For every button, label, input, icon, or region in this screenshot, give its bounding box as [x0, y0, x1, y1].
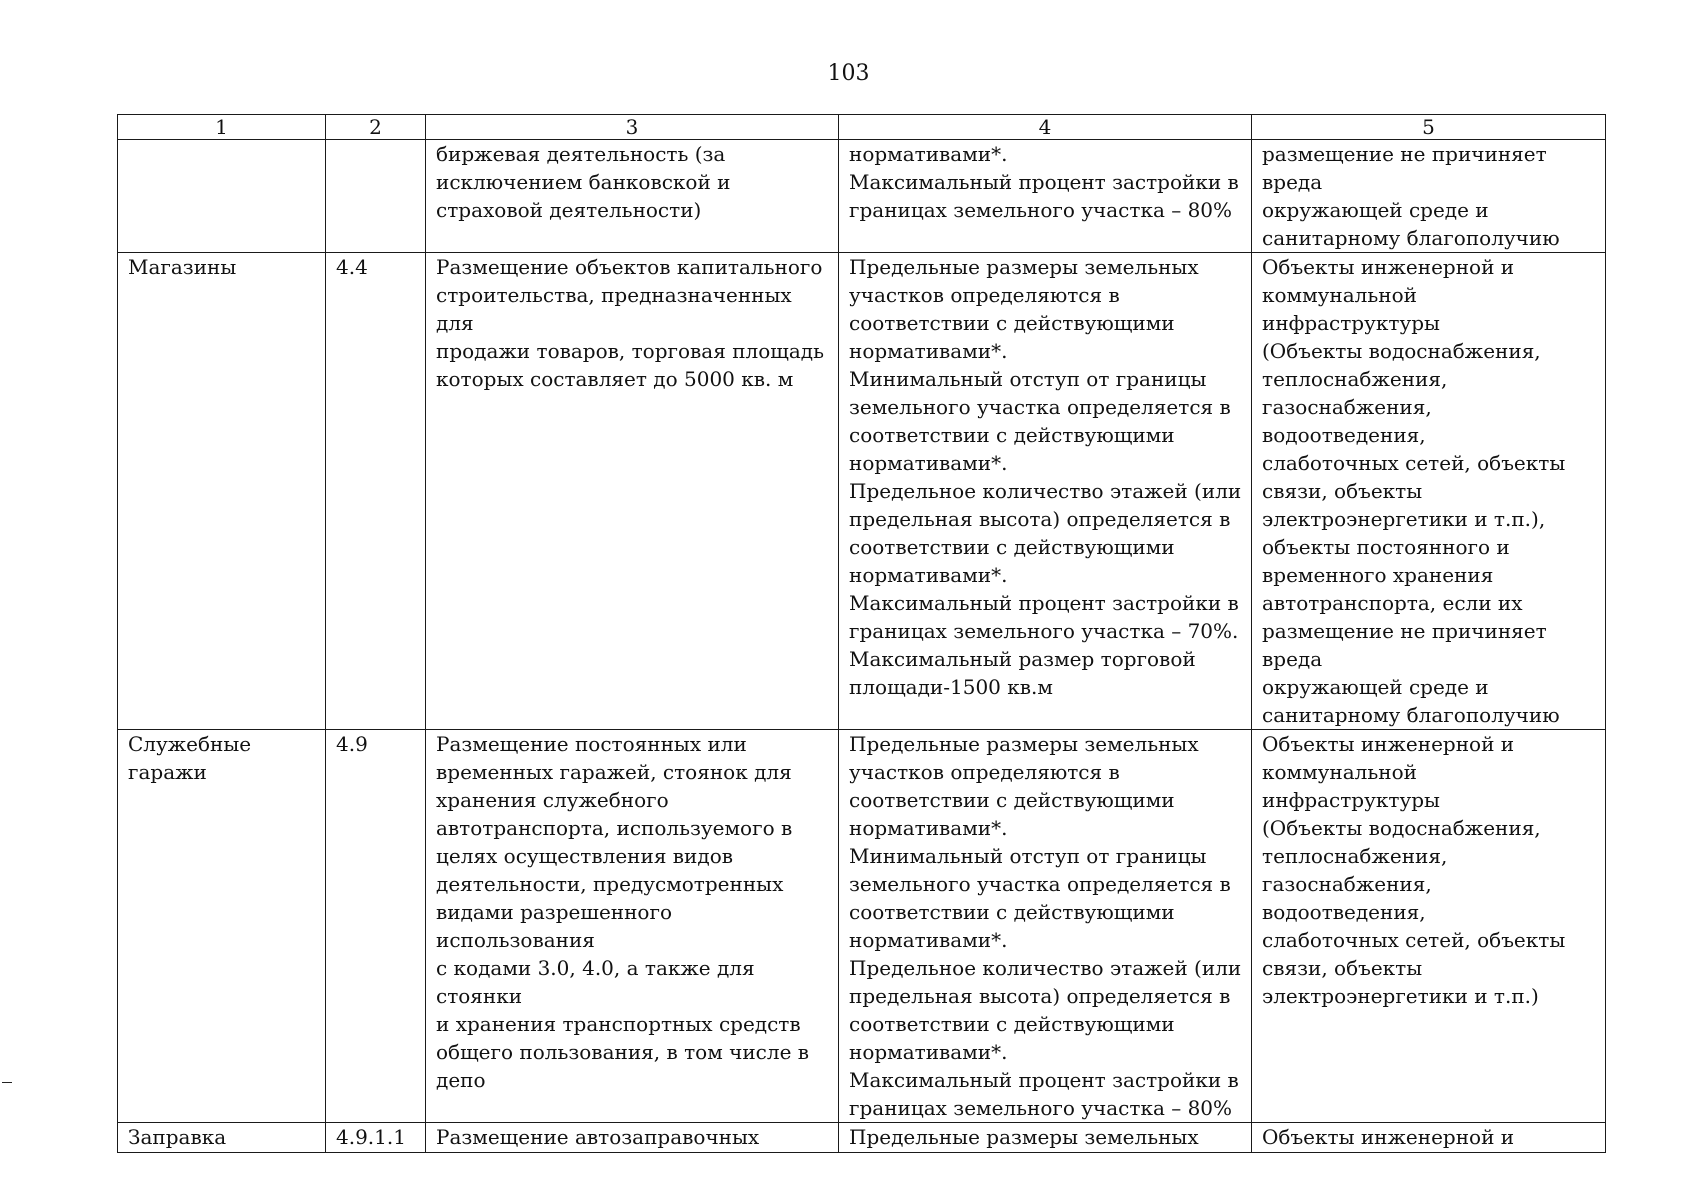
use-auxiliary: Объекты инженерной и	[1262, 1125, 1515, 1149]
use-auxiliary: размещение не причиняет вреда окружающей среде и санитарному благополучию	[1262, 142, 1560, 250]
use-description: Размещение автозаправочных	[436, 1125, 760, 1149]
use-code-cell	[326, 140, 426, 253]
use-name-cell	[118, 140, 326, 253]
description-cell	[426, 253, 839, 730]
page-number: 103	[827, 61, 870, 86]
margin-mark	[2, 1082, 12, 1083]
use-auxiliary: Объекты инженерной и коммунальной инфраструктуры (Объекты водоснабжения, теплоснабжения, газоснабжения, водоотведения, слаботочных сетей, объекты связи, объекты электроэнергетики и т.п.), объекты постоянного и временного хранения автотранспорта, если их размещение не причиняет вреда окружающей среде и санитарному благополучию	[1262, 255, 1566, 727]
zoning-table	[117, 114, 1606, 1153]
column-header: 4	[839, 115, 1252, 140]
parameters-cell	[839, 1123, 1252, 1153]
use-parameters: нормативами*. Максимальный процент застройки в границах земельного участка – 80%	[849, 142, 1239, 222]
use-code: 4.4	[336, 255, 368, 279]
column-header: 2	[326, 115, 426, 140]
use-parameters: Предельные размеры земельных участков определяются в соответствии с действующими нормативами*. Минимальный отступ от границы земельного участка определяется в соответствии с действующими нормативами*. Предельное количество этажей (или предельная высота) определяется в соответствии с действующими нормативами*. Максимальный процент застройки в границах земельного участка – 70%. Максимальный размер торговой площади-1500 кв.м	[849, 255, 1242, 699]
use-code: 4.9	[336, 732, 368, 756]
parameters-cell	[839, 253, 1252, 730]
description-cell	[426, 730, 839, 1123]
auxiliary-cell	[1252, 1123, 1606, 1153]
use-code-cell	[326, 1123, 426, 1153]
use-name: Служебные гаражи	[128, 732, 252, 784]
table-header-row	[118, 115, 1606, 140]
description-cell	[426, 140, 839, 253]
use-auxiliary: Объекты инженерной и коммунальной инфраструктуры (Объекты водоснабжения, теплоснабжения, газоснабжения, водоотведения, слаботочных сетей, объекты связи, объекты электроэнергетики и т.п.)	[1262, 732, 1566, 1008]
auxiliary-cell	[1252, 730, 1606, 1123]
description-cell	[426, 1123, 839, 1153]
use-description: Размещение объектов капитального строительства, предназначенных для продажи товаров, торговая площадь которых составляет до 5000 кв. м	[436, 255, 824, 391]
use-name-cell	[118, 1123, 326, 1153]
use-name-cell	[118, 730, 326, 1123]
use-name: Магазины	[128, 255, 237, 279]
use-description: Размещение постоянных или временных гаражей, стоянок для хранения служебного автотранспорта, используемого в целях осуществления видов деятельности, предусмотренных видами разрешенного использования с кодами 3.0, 4.0, а также для стоянки и хранения транспортных средств общего пользования, в том числе в депо	[436, 732, 810, 1092]
use-code-cell	[326, 253, 426, 730]
table-row	[118, 140, 1606, 253]
use-parameters: Предельные размеры земельных	[849, 1125, 1199, 1149]
auxiliary-cell	[1252, 253, 1606, 730]
parameters-cell	[839, 140, 1252, 253]
use-code-cell	[326, 730, 426, 1123]
table-row	[118, 730, 1606, 1123]
column-header: 3	[426, 115, 839, 140]
parameters-cell	[839, 730, 1252, 1123]
table-row	[118, 253, 1606, 730]
use-name-cell	[118, 253, 326, 730]
column-header: 1	[118, 115, 326, 140]
use-parameters: Предельные размеры земельных участков определяются в соответствии с действующими нормативами*. Минимальный отступ от границы земельного участка определяется в соответствии с действующими нормативами*. Предельное количество этажей (или предельная высота) определяется в соответствии с действующими нормативами*. Максимальный процент застройки в границах земельного участка – 80%	[849, 732, 1242, 1120]
column-header: 5	[1252, 115, 1606, 140]
use-name: Заправка	[128, 1125, 227, 1149]
table-row	[118, 1123, 1606, 1153]
auxiliary-cell	[1252, 140, 1606, 253]
use-code: 4.9.1.1	[336, 1125, 406, 1149]
use-description: биржевая деятельность (за исключением банковской и страховой деятельности)	[436, 142, 731, 222]
